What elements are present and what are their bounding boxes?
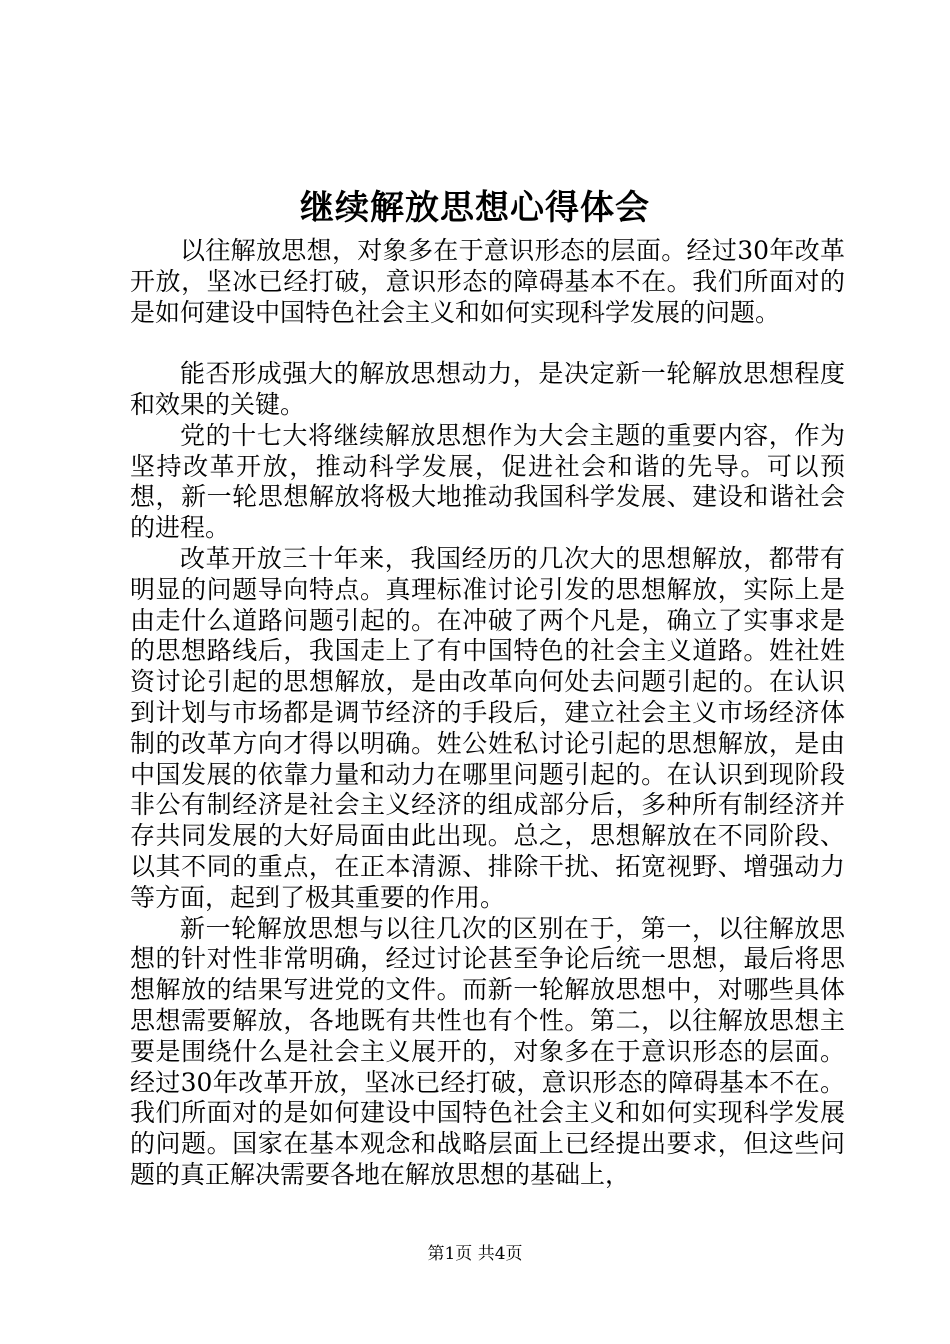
paragraph-4: 改革开放三十年来，我国经历的几次大的思想解放，都带有明显的问题导向特点。真理标准讨论引发的思想解放，实际上是由走什么道路问题引起的。在冲破了两个凡是，确立了实事求是的思想路线后，我国走上了有中国特色的社会主义道路。姓社姓资讨论引起的思想解放，是由改革向何处去问题引起的。在认识到计划与市场都是调节经济的手段后，建立社会主义市场经济体制的改革方向才得以明确。姓公姓私讨论引起的思想解放，是由中国发展的依靠力量和动力在哪里问题引起的。在认识到现阶段非公有制经济是社会主义经济的组成部分后，多种所有制经济并存共同发展的大好局面由此出现。总之，思想解放在不同阶段、以其不同的重点，在正本清源、排除干扰、拓宽视野、增强动力等方面，起到了极其重要的作用。 (130, 543, 845, 912)
paragraph-3: 党的十七大将继续解放思想作为大会主题的重要内容，作为坚持改革开放，推动科学发展，促进社会和谐的先导。可以预想，新一轮思想解放将极大地推动我国科学发展、建设和谐社会的进程。 (130, 420, 845, 543)
document-body (130, 236, 845, 1191)
page-number-footer: 第1页 共4页 (427, 1244, 523, 1264)
document-title: 继续解放思想心得体会 (300, 188, 650, 228)
paragraph-1: 以往解放思想，对象多在于意识形态的层面。经过30年改革开放，坚冰已经打破，意识形态的障碍基本不在。我们所面对的是如何建设中国特色社会主义和如何实现科学发展的问题。 (130, 236, 845, 327)
paragraph-2: 能否形成强大的解放思想动力，是决定新一轮解放思想程度和效果的关键。 (130, 359, 845, 419)
paragraph-5: 新一轮解放思想与以往几次的区别在于，第一，以往解放思想的针对性非常明确，经过讨论甚至争论后统一思想，最后将思想解放的结果写进党的文件。而新一轮解放思想中，对哪些具体思想需要解放，各地既有共性也有个性。第二，以往解放思想主要是围绕什么是社会主义展开的，对象多在于意识形态的层面。经过30年改革开放，坚冰已经打破，意识形态的障碍基本不在。我们所面对的是如何建设中国特色社会主义和如何实现科学发展的问题。国家在基本观念和战略层面上已经提出要求，但这些问题的真正解决需要各地在解放思想的基础上， (130, 913, 845, 1189)
